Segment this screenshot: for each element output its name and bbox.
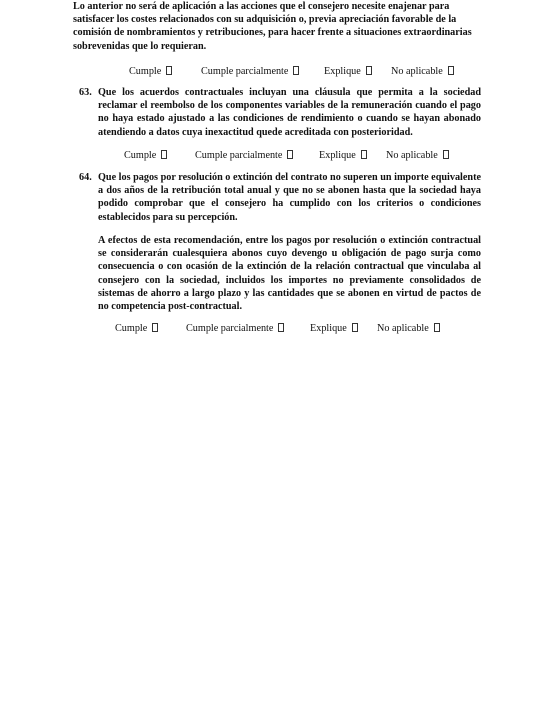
checkbox-icon[interactable] <box>293 66 299 75</box>
option-explique[interactable]: Explique <box>310 322 358 336</box>
item-text-63: Que los acuerdos contractuales incluyan una cláusula que permita a la sociedad reclamar el reembolso de los componentes variables de la remuneración cuando el pago no haya estado ajustado a las condiciones de rendimiento o cuando se hayan abonado atendiendo a datos cuya inexactitud quede acreditada con posterioridad. <box>98 87 481 138</box>
option-no-aplicable[interactable]: No aplicable <box>386 149 449 163</box>
checkbox-icon[interactable] <box>352 323 358 332</box>
compliance-options-62 <box>0 65 560 79</box>
checkbox-icon[interactable] <box>434 323 440 332</box>
checkbox-icon[interactable] <box>443 150 449 159</box>
item-note-64: A efectos de esta recomendación, entre los pagos por resolución o extinción contractual se considerarán cualesquiera abonos cuyo devengo u obligación de pago surja como consecuencia o con ocasión de la extinción de la relación contractual que vinculaba al consejero con la sociedad, incluidos los importes no previamente consolidados de sistemas de ahorro a largo plazo y las cantidades que se abonen en virtud de pactos de no competencia post-contractual. <box>98 235 481 313</box>
option-explique[interactable]: Explique <box>319 149 367 163</box>
checkbox-icon[interactable] <box>278 323 284 332</box>
option-cumple-parcialmente[interactable]: Cumple parcialmente <box>186 322 284 336</box>
option-cumple[interactable]: Cumple <box>124 149 167 163</box>
option-no-aplicable[interactable]: No aplicable <box>377 322 440 336</box>
compliance-options-63 <box>0 149 560 163</box>
checkbox-icon[interactable] <box>287 150 293 159</box>
checkbox-icon[interactable] <box>161 150 167 159</box>
compliance-options-64 <box>0 322 560 336</box>
checkbox-icon[interactable] <box>166 66 172 75</box>
item-number-64: 64. <box>79 172 92 183</box>
option-explique[interactable]: Explique <box>324 65 372 79</box>
item-number-63: 63. <box>79 87 92 98</box>
checkbox-icon[interactable] <box>152 323 158 332</box>
checkbox-icon[interactable] <box>361 150 367 159</box>
option-no-aplicable[interactable]: No aplicable <box>391 65 454 79</box>
option-cumple[interactable]: Cumple <box>129 65 172 79</box>
intro-paragraph: Lo anterior no será de aplicación a las acciones que el consejero necesite enajenar para satisfacer los costes relacionados con su adquisición o, previa apreciación favorable de la comisión de nombramientos y retribuciones, para hacer frente a situaciones extraordinarias sobrevenidas que lo requieran. <box>73 1 472 52</box>
checkbox-icon[interactable] <box>448 66 454 75</box>
option-cumple-parcialmente[interactable]: Cumple parcialmente <box>195 149 293 163</box>
checkbox-icon[interactable] <box>366 66 372 75</box>
option-cumple-parcialmente[interactable]: Cumple parcialmente <box>201 65 299 79</box>
option-cumple[interactable]: Cumple <box>115 322 158 336</box>
item-text-64: Que los pagos por resolución o extinción del contrato no superen un importe equivalente a dos años de la retribución total anual y que no se abonen hasta que la sociedad haya podido comprobar que el consejero ha cumplido con los criterios o condiciones establecidos para su percepción. <box>98 172 481 223</box>
